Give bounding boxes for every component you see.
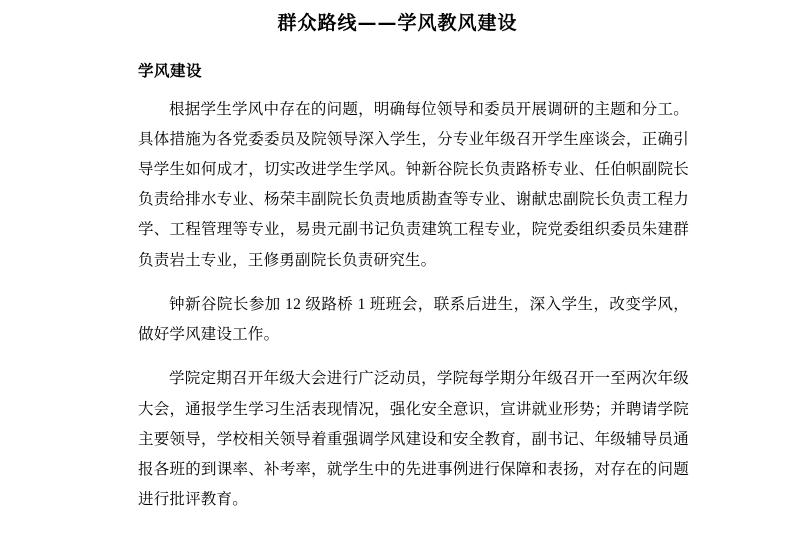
document-page	[0, 10, 795, 547]
page-title: 群众路线——学风教风建设	[277, 12, 518, 34]
document-body	[0, 37, 795, 516]
paragraph: 学院定期召开年级大会进行广泛动员，学院每学期分年级召开一至两次年级大会，通报学生学习生活表现情况，强化安全意识，宣讲就业形势；并聘请学院主要领导，学校相关领导着重强调学风建设和安全教育，副书记、年级辅导员通报各班的到课率、补考率，就学生中的先进事例进行保障和表扬，对存在的问题进行批评教育。	[138, 370, 689, 509]
paragraph: 根据学生学风中存在的问题，明确每位领导和委员开展调研的主题和分工。具体措施为各党委委员及院领导深入学生，分专业年级召开学生座谈会，正确引导学生如何成才，切实改进学生学风。钟新谷院长负责路桥专业、任伯帜副院长负责给排水专业、杨荣丰副院长负责地质勘查等专业、谢献忠副院长负责工程力学、工程管理等专业，易贵元副书记负责建筑工程专业，院党委组织委员朱建群负责岩土专业，王修勇副院长负责研究生。	[138, 100, 689, 269]
paragraph: 钟新谷院长参加 12 级路桥 1 班班会，联系后进生，深入学生，改变学风，做好学风建设工作。	[138, 295, 689, 344]
section-heading: 学风建设	[138, 60, 203, 80]
